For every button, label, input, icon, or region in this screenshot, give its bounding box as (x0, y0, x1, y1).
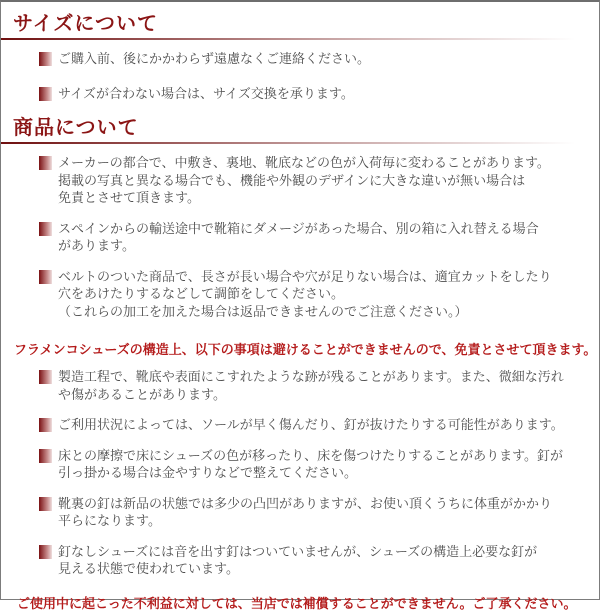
list-item (39, 447, 589, 482)
item-line: メーカーの都合で、中敷き、裏地、靴底などの色が入荷毎に変わることがあります。 (58, 155, 550, 170)
structural-notice: フラメンコシューズの構造上、以下の事項は避けることができませんので、免責とさせて頂きます。 (14, 342, 597, 357)
bullet-square-icon (39, 270, 52, 284)
list-item (39, 543, 589, 578)
footer-notice: ご使用中に起こった不利益に対しては、当店では補償することができません。ご了承ください。 (17, 595, 577, 611)
item-line: があります。 (58, 238, 135, 253)
list-item (39, 416, 589, 434)
product-item-list (1, 154, 599, 320)
list-item (39, 268, 589, 321)
bullet-square-icon (39, 545, 52, 559)
item-line: 掲載の写真と異なる場合でも、機能や外観のデザインに大きな違いが無い場合は (58, 172, 526, 188)
list-item (39, 85, 589, 103)
list-item (39, 495, 589, 530)
item-line: 平らになります。 (58, 513, 161, 528)
bullet-square-icon (39, 449, 52, 463)
item-line: サイズが合わない場合は、サイズ交換を承ります。 (58, 85, 354, 101)
item-line: 製造工程で、靴底や表面にこすれたような跡が残ることがあります。また、微細な汚れ (58, 369, 564, 384)
item-line: 見える状態で使われています。 (58, 561, 239, 576)
heading-rule (1, 142, 599, 144)
item-line: 免責とさせて頂きます。 (58, 190, 200, 205)
item-line: ご購入前、後にかかわらず遠慮なくご連絡ください。 (58, 51, 371, 66)
list-item (39, 154, 589, 207)
bullet-square-icon (39, 87, 52, 101)
bullet-square-icon (39, 418, 52, 432)
caution-item-list (1, 368, 599, 578)
bullet-square-icon (39, 497, 52, 511)
heading-rule (1, 38, 599, 40)
size-item-list (1, 50, 599, 102)
list-item (39, 220, 589, 255)
bullet-square-icon (39, 52, 52, 66)
item-line: ご利用状況によっては、ソールが早く傷んだり、釘が抜けたりする可能性があります。 (58, 417, 564, 432)
item-line: ベルトのついた商品で、長さが長い場合や穴が足りない場合は、適宜カットをしたり (58, 268, 552, 284)
bullet-square-icon (39, 222, 52, 236)
section-title-size: サイズについて (13, 13, 158, 35)
item-line: スペインからの輸送途中で靴箱にダメージがあった場合、別の箱に入れ替える場合 (58, 220, 539, 236)
item-line: 引っ掛かる場合は金やすりなどで整えてください。 (58, 465, 358, 480)
item-line: や傷があることがあります。 (58, 386, 226, 402)
item-line: 穴をあけたりするなどして調節をしてください。 (58, 286, 345, 301)
bullet-square-icon (39, 370, 52, 384)
item-line: （これらの加工を加えた場合は返品できませんのでご注意ください。） (58, 303, 468, 319)
bullet-square-icon (39, 156, 52, 170)
item-line: 釘なしシューズには音を出す釘はついていませんが、シューズの構造上必要な釘が (58, 543, 538, 559)
section-title-product: 商品について (13, 117, 139, 139)
list-item (39, 368, 589, 403)
list-item (39, 50, 589, 68)
item-line: 床との摩擦で床にシューズの色が移ったり、床を傷つけたりすることがあります。釘が (58, 447, 564, 463)
item-line: 靴裏の釘は新品の状態では多少の凸凹がありますが、お使い頂くうちに体重がかかり (58, 495, 553, 511)
